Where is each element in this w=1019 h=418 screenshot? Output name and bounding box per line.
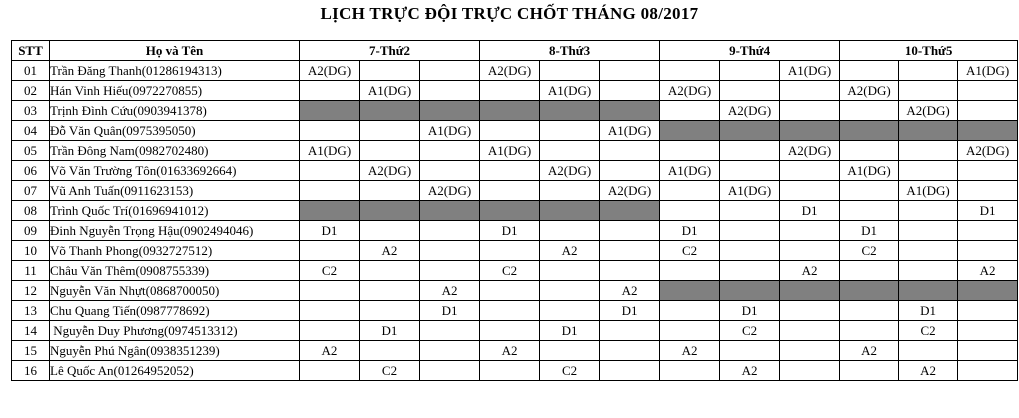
- duty-cell: D1: [780, 201, 840, 221]
- table-row: [12, 201, 1018, 221]
- duty-cell: [899, 161, 958, 181]
- row-name: Trần Đông Nam(0982702480): [50, 141, 300, 161]
- duty-cell: [780, 181, 840, 201]
- duty-cell: [420, 261, 480, 281]
- duty-cell: [840, 61, 899, 81]
- duty-cell: A2: [720, 361, 780, 381]
- duty-cell: A1(DG): [958, 61, 1018, 81]
- table-row: [12, 141, 1018, 161]
- duty-cell: [840, 301, 899, 321]
- shaded-cell: [780, 281, 840, 301]
- page-title: LỊCH TRỰC ĐỘI TRỰC CHỐT THÁNG 08/2017: [320, 4, 699, 23]
- row-name: Nguyễn Văn Nhựt(0868700050): [50, 281, 300, 301]
- row-stt: 10: [12, 241, 50, 261]
- duty-cell: [600, 341, 660, 361]
- duty-cell: [958, 161, 1018, 181]
- row-name: Võ Văn Trường Tôn(01633692664): [50, 161, 300, 181]
- duty-cell: [780, 101, 840, 121]
- shaded-cell: [600, 101, 660, 121]
- duty-cell: [780, 241, 840, 261]
- duty-cell: [480, 121, 540, 141]
- duty-cell: [840, 321, 899, 341]
- duty-cell: [660, 261, 720, 281]
- duty-cell: A2(DG): [360, 161, 420, 181]
- duty-cell: [600, 141, 660, 161]
- duty-cell: A2: [840, 341, 899, 361]
- duty-cell: A2(DG): [300, 61, 360, 81]
- shaded-cell: [540, 101, 600, 121]
- duty-cell: [840, 201, 899, 221]
- duty-cell: [420, 141, 480, 161]
- duty-cell: [600, 221, 660, 241]
- row-stt: 12: [12, 281, 50, 301]
- shaded-cell: [720, 281, 780, 301]
- duty-cell: [780, 301, 840, 321]
- duty-cell: A2: [899, 361, 958, 381]
- duty-cell: [300, 81, 360, 101]
- shaded-cell: [300, 101, 360, 121]
- duty-cell: [600, 261, 660, 281]
- table-row: [12, 361, 1018, 381]
- duty-cell: [300, 361, 360, 381]
- duty-cell: A2: [300, 341, 360, 361]
- duty-cell: C2: [480, 261, 540, 281]
- duty-cell: A2: [780, 261, 840, 281]
- duty-cell: C2: [540, 361, 600, 381]
- duty-cell: A2: [360, 241, 420, 261]
- duty-cell: [840, 261, 899, 281]
- row-name: Chu Quang Tiến(0987778692): [50, 301, 300, 321]
- duty-cell: [899, 141, 958, 161]
- duty-cell: [420, 361, 480, 381]
- row-stt: 08: [12, 201, 50, 221]
- duty-cell: D1: [300, 221, 360, 241]
- duty-cell: [660, 141, 720, 161]
- duty-cell: [780, 321, 840, 341]
- header-day: 7-Thứ2: [300, 41, 480, 61]
- duty-cell: [660, 361, 720, 381]
- duty-cell: C2: [840, 241, 899, 261]
- duty-cell: [420, 241, 480, 261]
- duty-cell: [720, 341, 780, 361]
- shaded-cell: [480, 101, 540, 121]
- row-stt: 15: [12, 341, 50, 361]
- schedule-body: [12, 61, 1018, 381]
- row-stt: 16: [12, 361, 50, 381]
- header-name: Họ và Tên: [50, 41, 300, 61]
- duty-cell: [899, 241, 958, 261]
- duty-cell: [660, 201, 720, 221]
- duty-cell: A1(DG): [360, 81, 420, 101]
- duty-cell: A1(DG): [420, 121, 480, 141]
- duty-cell: [420, 341, 480, 361]
- duty-cell: D1: [720, 301, 780, 321]
- shaded-cell: [300, 201, 360, 221]
- duty-cell: [720, 81, 780, 101]
- row-name: Lê Quốc An(01264952052): [50, 361, 300, 381]
- duty-cell: [899, 81, 958, 101]
- duty-cell: A1(DG): [780, 61, 840, 81]
- duty-cell: [300, 241, 360, 261]
- duty-cell: A1(DG): [899, 181, 958, 201]
- duty-cell: [300, 181, 360, 201]
- duty-cell: A2(DG): [660, 81, 720, 101]
- duty-cell: D1: [958, 201, 1018, 221]
- duty-cell: C2: [360, 361, 420, 381]
- duty-cell: [480, 161, 540, 181]
- duty-cell: [780, 361, 840, 381]
- duty-cell: [480, 321, 540, 341]
- row-name: Vũ Anh Tuấn(0911623153): [50, 181, 300, 201]
- duty-cell: [480, 241, 540, 261]
- duty-cell: [540, 341, 600, 361]
- row-name: Nguyễn Duy Phương(0974513312): [50, 321, 300, 341]
- duty-cell: [958, 241, 1018, 261]
- duty-cell: A1(DG): [720, 181, 780, 201]
- duty-cell: [600, 161, 660, 181]
- duty-cell: D1: [480, 221, 540, 241]
- table-row: [12, 241, 1018, 261]
- row-stt: 05: [12, 141, 50, 161]
- duty-cell: [780, 81, 840, 101]
- duty-cell: [360, 301, 420, 321]
- header-day: 8-Thứ3: [480, 41, 660, 61]
- duty-cell: D1: [420, 301, 480, 321]
- duty-cell: D1: [540, 321, 600, 341]
- row-stt: 04: [12, 121, 50, 141]
- duty-cell: A1(DG): [660, 161, 720, 181]
- duty-cell: A2(DG): [840, 81, 899, 101]
- duty-cell: C2: [720, 321, 780, 341]
- row-name: Đỗ Văn Quân(0975395050): [50, 121, 300, 141]
- duty-cell: [420, 61, 480, 81]
- duty-cell: [360, 281, 420, 301]
- duty-cell: [540, 261, 600, 281]
- row-name: Trịnh Đình Cứu(0903941378): [50, 101, 300, 121]
- header-stt: STT: [12, 41, 50, 61]
- row-name: Võ Thanh Phong(0932727512): [50, 241, 300, 261]
- duty-cell: [480, 181, 540, 201]
- shaded-cell: [958, 121, 1018, 141]
- duty-cell: [600, 361, 660, 381]
- duty-cell: [540, 281, 600, 301]
- duty-cell: C2: [899, 321, 958, 341]
- duty-cell: [660, 101, 720, 121]
- duty-cell: [420, 221, 480, 241]
- duty-cell: [360, 141, 420, 161]
- duty-cell: [958, 181, 1018, 201]
- row-stt: 11: [12, 261, 50, 281]
- shaded-cell: [660, 121, 720, 141]
- row-stt: 01: [12, 61, 50, 81]
- duty-cell: [420, 321, 480, 341]
- duty-cell: [780, 341, 840, 361]
- duty-cell: A1(DG): [540, 81, 600, 101]
- shaded-cell: [480, 201, 540, 221]
- shaded-cell: [600, 201, 660, 221]
- row-name: Hán Vinh Hiếu(0972270855): [50, 81, 300, 101]
- duty-cell: [899, 201, 958, 221]
- duty-cell: A2: [660, 341, 720, 361]
- duty-cell: [600, 241, 660, 261]
- duty-cell: [899, 261, 958, 281]
- row-stt: 07: [12, 181, 50, 201]
- header-day: 10-Thứ5: [840, 41, 1018, 61]
- table-row: [12, 121, 1018, 141]
- row-name: Trần Đăng Thanh(01286194313): [50, 61, 300, 81]
- duty-cell: A2(DG): [600, 181, 660, 201]
- shaded-cell: [840, 121, 899, 141]
- duty-cell: A2(DG): [958, 141, 1018, 161]
- duty-cell: C2: [660, 241, 720, 261]
- table-row: [12, 161, 1018, 181]
- duty-cell: A2(DG): [720, 101, 780, 121]
- duty-cell: [840, 181, 899, 201]
- duty-cell: [600, 61, 660, 81]
- duty-cell: [300, 301, 360, 321]
- duty-cell: [660, 181, 720, 201]
- duty-cell: [300, 281, 360, 301]
- table-row: [12, 341, 1018, 361]
- table-row: [12, 221, 1018, 241]
- duty-cell: D1: [899, 301, 958, 321]
- table-row: [12, 281, 1018, 301]
- table-row: [12, 61, 1018, 81]
- duty-cell: [899, 341, 958, 361]
- shaded-cell: [958, 281, 1018, 301]
- duty-cell: [780, 161, 840, 181]
- duty-cell: [300, 321, 360, 341]
- duty-cell: [899, 61, 958, 81]
- shaded-cell: [840, 281, 899, 301]
- table-row: [12, 81, 1018, 101]
- duty-cell: A2: [958, 261, 1018, 281]
- duty-cell: [540, 121, 600, 141]
- duty-cell: [720, 61, 780, 81]
- duty-cell: [300, 161, 360, 181]
- duty-cell: [420, 81, 480, 101]
- duty-cell: [958, 301, 1018, 321]
- duty-cell: A2(DG): [480, 61, 540, 81]
- header-day: 9-Thứ4: [660, 41, 840, 61]
- shaded-cell: [899, 281, 958, 301]
- table-row: [12, 101, 1018, 121]
- duty-cell: [958, 361, 1018, 381]
- duty-cell: A2(DG): [899, 101, 958, 121]
- table-row: [12, 181, 1018, 201]
- table-row: [12, 301, 1018, 321]
- duty-cell: D1: [360, 321, 420, 341]
- row-name: Nguyễn Phú Ngân(0938351239): [50, 341, 300, 361]
- duty-cell: [360, 61, 420, 81]
- duty-cell: [360, 261, 420, 281]
- duty-cell: [360, 121, 420, 141]
- row-stt: 09: [12, 221, 50, 241]
- row-name: Châu Văn Thêm(0908755339): [50, 261, 300, 281]
- duty-cell: [360, 181, 420, 201]
- duty-cell: [480, 301, 540, 321]
- row-stt: 06: [12, 161, 50, 181]
- shaded-cell: [420, 201, 480, 221]
- duty-cell: A1(DG): [840, 161, 899, 181]
- duty-cell: [420, 161, 480, 181]
- row-name: Đinh Nguyễn Trọng Hậu(0902494046): [50, 221, 300, 241]
- shaded-cell: [660, 281, 720, 301]
- duty-cell: [540, 181, 600, 201]
- shaded-cell: [540, 201, 600, 221]
- duty-cell: [480, 281, 540, 301]
- duty-cell: [540, 141, 600, 161]
- duty-cell: A2(DG): [540, 161, 600, 181]
- row-stt: 02: [12, 81, 50, 101]
- duty-cell: [720, 201, 780, 221]
- duty-cell: [600, 321, 660, 341]
- duty-cell: [840, 101, 899, 121]
- row-stt: 13: [12, 301, 50, 321]
- header-row: [12, 41, 1018, 61]
- shaded-cell: [780, 121, 840, 141]
- duty-cell: D1: [660, 221, 720, 241]
- duty-cell: C2: [300, 261, 360, 281]
- duty-cell: [958, 221, 1018, 241]
- duty-cell: A1(DG): [480, 141, 540, 161]
- duty-cell: D1: [840, 221, 899, 241]
- duty-cell: [720, 261, 780, 281]
- duty-cell: [540, 221, 600, 241]
- table-row: [12, 321, 1018, 341]
- row-stt: 14: [12, 321, 50, 341]
- duty-cell: [660, 301, 720, 321]
- shaded-cell: [899, 121, 958, 141]
- duty-cell: [958, 81, 1018, 101]
- duty-cell: [540, 301, 600, 321]
- duty-cell: A2: [480, 341, 540, 361]
- duty-cell: [540, 61, 600, 81]
- row-stt: 03: [12, 101, 50, 121]
- duty-cell: [720, 161, 780, 181]
- shaded-cell: [720, 121, 780, 141]
- duty-cell: [720, 241, 780, 261]
- duty-cell: [480, 81, 540, 101]
- duty-cell: [780, 221, 840, 241]
- duty-cell: [660, 321, 720, 341]
- duty-cell: [720, 141, 780, 161]
- duty-cell: [600, 81, 660, 101]
- duty-cell: D1: [600, 301, 660, 321]
- duty-cell: A1(DG): [300, 141, 360, 161]
- duty-cell: A2(DG): [780, 141, 840, 161]
- shaded-cell: [420, 101, 480, 121]
- duty-cell: [840, 361, 899, 381]
- duty-cell: [300, 121, 360, 141]
- duty-cell: A2: [600, 281, 660, 301]
- duty-cell: [958, 321, 1018, 341]
- row-name: Trình Quốc Trí(01696941012): [50, 201, 300, 221]
- duty-cell: [958, 101, 1018, 121]
- duty-cell: A2(DG): [420, 181, 480, 201]
- duty-cell: [899, 221, 958, 241]
- duty-cell: [720, 221, 780, 241]
- table-row: [12, 261, 1018, 281]
- duty-cell: [360, 221, 420, 241]
- shaded-cell: [360, 101, 420, 121]
- duty-cell: [480, 361, 540, 381]
- duty-cell: [660, 61, 720, 81]
- duty-cell: A2: [420, 281, 480, 301]
- duty-schedule-table: [11, 40, 1018, 381]
- duty-cell: [840, 141, 899, 161]
- duty-cell: [958, 341, 1018, 361]
- duty-cell: A2: [540, 241, 600, 261]
- duty-cell: A1(DG): [600, 121, 660, 141]
- duty-cell: [360, 341, 420, 361]
- shaded-cell: [360, 201, 420, 221]
